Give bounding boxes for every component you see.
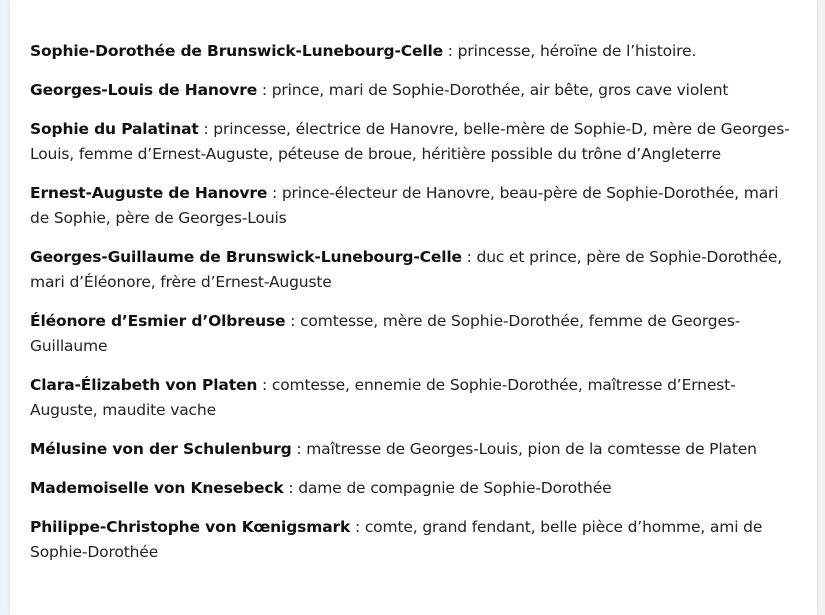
character-entry xyxy=(30,245,797,295)
character-description: : comtesse, mère de Sophie-Dorothée, femme de Georges-Guillaume xyxy=(30,312,741,355)
character-description: : maîtresse de Georges-Louis, pion de la comtesse de Platen xyxy=(291,440,757,458)
character-entry xyxy=(30,515,797,565)
character-name: Sophie-Dorothée de Brunswick-Lunebourg-Celle xyxy=(30,42,444,60)
character-name: Sophie du Palatinat xyxy=(30,120,199,138)
character-name: Clara-Élizabeth von Platen xyxy=(30,376,258,394)
character-list-card xyxy=(10,0,817,615)
character-name: Éléonore d’Esmier d’Olbreuse xyxy=(30,312,286,330)
character-description: : comtesse, ennemie de Sophie-Dorothée, maîtresse d’Ernest-Auguste, maudite vache xyxy=(30,376,736,419)
character-description: : dame de compagnie de Sophie-Dorothée xyxy=(283,479,612,497)
character-description: : prince-électeur de Hanovre, beau-père de Sophie-Dorothée, mari de Sophie, père de Georges-Louis xyxy=(30,184,779,227)
character-name: Georges-Louis de Hanovre xyxy=(30,81,258,99)
character-description: : princesse, héroïne de l’histoire. xyxy=(443,42,697,60)
character-entry xyxy=(30,437,797,462)
character-description: : princesse, électrice de Hanovre, belle-mère de Sophie-D, mère de Georges-Louis, femme d’Ernest-Auguste, péteuse de broue, héritière possible du trône d’Angleterre xyxy=(30,120,790,163)
character-description: : comte, grand fendant, belle pièce d’homme, ami de Sophie-Dorothée xyxy=(30,518,763,561)
character-name: Mélusine von der Schulenburg xyxy=(30,440,292,458)
character-entry xyxy=(30,373,797,423)
character-entry xyxy=(30,309,797,359)
character-name: Philippe-Christophe von Kœnigsmark xyxy=(30,518,351,536)
character-entry xyxy=(30,181,797,231)
character-name: Ernest-Auguste de Hanovre xyxy=(30,184,268,202)
character-name: Mademoiselle von Knesebeck xyxy=(30,479,284,497)
character-entry xyxy=(30,117,797,167)
character-description: : prince, mari de Sophie-Dorothée, air bête, gros cave violent xyxy=(257,81,729,99)
character-name: Georges-Guillaume de Brunswick-Lunebourg-Celle xyxy=(30,248,462,266)
character-description: : duc et prince, père de Sophie-Dorothée, mari d’Éléonore, frère d’Ernest-Auguste xyxy=(30,248,783,291)
character-entry xyxy=(30,78,797,103)
character-entry xyxy=(30,39,797,64)
character-entry xyxy=(30,476,797,501)
